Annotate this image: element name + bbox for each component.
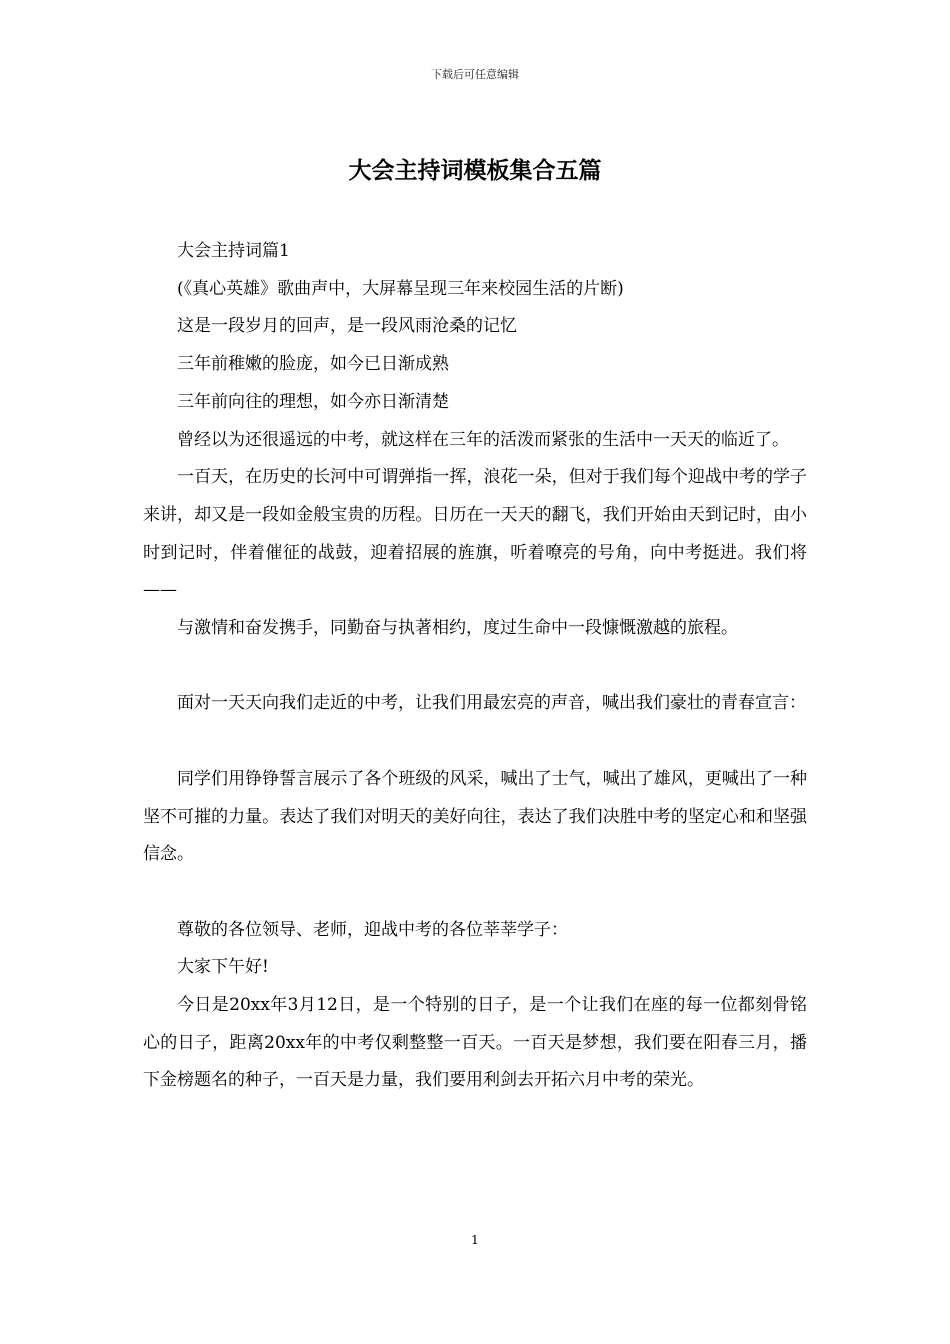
paragraph: 今日是20xx年3月12日，是一个特别的日子，是一个让我们在座的每一位都刻骨铭心的日子，距离20xx年的中考仅剩整整一百天。一百天是梦想，我们要在阳春三月，播下金榜题名的种子，一百天是力量，我们要用利剑去开拓六月中考的荣光。 bbox=[143, 995, 807, 1091]
blank-line bbox=[143, 723, 807, 761]
paragraph: 同学们用铮铮誓言展示了各个班级的风采，喊出了士气，喊出了雄风，更喊出了一种坚不可摧的力量。表达了我们对明天的美好向往，表达了我们决胜中考的坚定心和和坚强信念。 bbox=[143, 768, 807, 865]
salutation: 尊敬的各位领导、老师，迎战中考的各位莘莘学子： bbox=[177, 919, 568, 940]
paragraph: 三年前向往的理想，如今亦日渐清楚 bbox=[177, 391, 449, 412]
paragraph: 三年前稚嫩的脸庞，如今已日渐成熟 bbox=[177, 354, 449, 375]
paragraph: 这是一段岁月的回声，是一段风雨沧桑的记忆 bbox=[177, 316, 517, 337]
greeting: 大家下午好! bbox=[177, 957, 269, 978]
paragraph: 与激情和奋发携手，同勤奋与执著相约，度过生命中一段慷慨激越的旅程。 bbox=[177, 618, 738, 639]
page-header-note: 下载后可任意编辑 bbox=[431, 68, 519, 81]
section-heading: 大会主持词篇1 bbox=[177, 241, 290, 261]
document-body bbox=[143, 233, 807, 1100]
blank-line bbox=[143, 874, 807, 912]
document-title: 大会主持词模板集合五篇 bbox=[348, 157, 602, 184]
paragraph: 曾经以为还很遥远的中考，就这样在三年的活泼而紧张的生活中一天天的临近了。 bbox=[177, 429, 789, 450]
page-number: 1 bbox=[471, 1233, 479, 1247]
stage-direction: (《真心英雄》歌曲声中，大屏幕呈现三年来校园生活的片断) bbox=[177, 278, 624, 299]
paragraph: 一百天，在历史的长河中可谓弹指一挥，浪花一朵，但对于我们每个迎战中考的学子来讲，却又是一段如金般宝贵的历程。日历在一天天的翻飞，我们开始由天到记时，由小时到记时，伴着催征的战鼓，迎着招展的旌旗，听着嘹亮的号角，向中考挺进。我们将—— bbox=[143, 467, 807, 601]
paragraph: 面对一天天向我们走近的中考，让我们用最宏亮的声音，喊出我们豪壮的青春宣言： bbox=[177, 693, 806, 714]
blank-line bbox=[143, 648, 807, 686]
